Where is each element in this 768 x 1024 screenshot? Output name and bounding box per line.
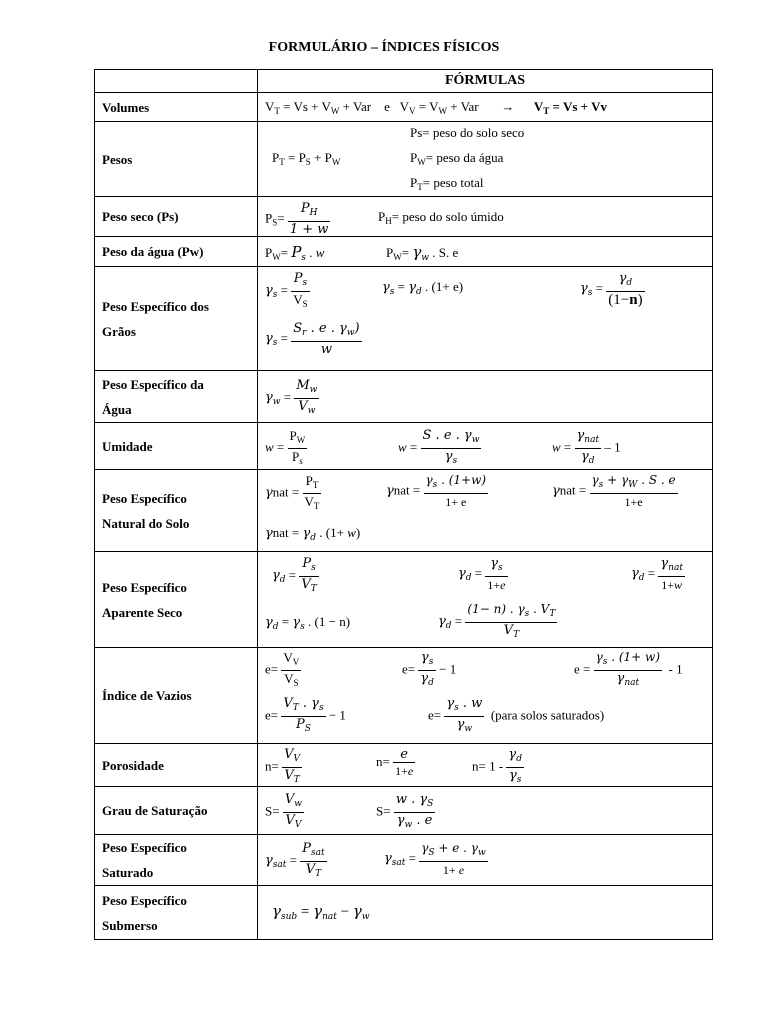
label-pe-natural-line1: Peso Específico bbox=[102, 490, 187, 506]
note-ph-umido: = peso do solo úmido bbox=[391, 209, 504, 224]
label-grau-saturacao: Grau de Saturação bbox=[95, 787, 258, 835]
label-pe-submerso-line2: Submerso bbox=[102, 917, 158, 933]
label-peso-agua: Peso da água (Pw) bbox=[95, 237, 258, 267]
table-header-row bbox=[95, 70, 713, 93]
row-pe-agua bbox=[95, 371, 713, 423]
row-pesos bbox=[95, 122, 713, 197]
formula-grau-saturacao: S= $\frac{V_w}{V_V}$ S= $\frac{w . \gamma_S}{\gamma_w . e}$ bbox=[258, 787, 713, 835]
row-porosidade bbox=[95, 744, 713, 787]
note-ps-seco: = peso do solo seco bbox=[422, 125, 525, 140]
formula-umidade: w = $\frac{P_W}{P_s}$ w = $\frac{S . e . \gamma_w}{\gamma_s}$ w = $\frac{\gamma_{nat}}{\gamma_d}$ – 1 bbox=[258, 423, 713, 470]
label-peso-seco: Peso seco (Ps) bbox=[95, 197, 258, 237]
row-pe-seco bbox=[95, 552, 713, 648]
label-pe-seco bbox=[95, 552, 258, 648]
header-empty-cell bbox=[95, 70, 258, 93]
row-umidade bbox=[95, 423, 713, 470]
formula-peso-agua: $P_W= P_s$ . w $P_W= \gamma_w$ . S. e bbox=[258, 237, 713, 267]
page-title: FORMULÁRIO – ÍNDICES FÍSICOS bbox=[268, 40, 500, 55]
formulas-header: FÓRMULAS bbox=[258, 70, 713, 93]
label-pe-saturado-line1: Peso Específico bbox=[102, 840, 187, 855]
row-peso-seco bbox=[95, 197, 713, 237]
label-pe-natural-line2: Natural do Solo bbox=[102, 515, 190, 531]
formula-pe-saturado: $\gamma_{sat}$ = $\frac{P_{sat}}{V_T}$ $\gamma_{sat}$ = $\frac{\gamma_S + e . \gamma_w}{1+ e}$ bbox=[258, 835, 713, 886]
formula-pesos: $P_T = P_S + P_W$ Ps= peso do solo seco $P_W=$ peso da água $P_T=$ peso total bbox=[258, 122, 713, 197]
label-pe-agua bbox=[95, 371, 258, 423]
label-pe-submerso-line1: Peso Específico bbox=[102, 892, 187, 908]
note-pt-total: = peso total bbox=[422, 175, 484, 190]
label-indice-vazios: Índice de Vazios bbox=[95, 648, 258, 744]
note-saturados: (para solos saturados) bbox=[490, 707, 605, 723]
label-pe-seco-line1: Peso Específico bbox=[102, 579, 187, 595]
label-pesos: Pesos bbox=[95, 122, 258, 197]
label-volumes: Volumes bbox=[95, 93, 258, 122]
row-pe-submerso bbox=[95, 886, 713, 940]
formula-table bbox=[94, 69, 713, 940]
label-pe-agua-line1: Peso Específico da bbox=[102, 376, 204, 392]
formula-volumes: $V_T = Vs + V_W$ + Var e $V_V = V_W$ + Var → $V_T = Vs + Vv$ bbox=[258, 93, 713, 122]
formula-pe-agua: $\gamma_w$ = $\frac{M_w}{V_w}$ bbox=[258, 371, 713, 423]
label-pe-natural bbox=[95, 470, 258, 552]
row-peso-agua bbox=[95, 237, 713, 267]
label-pe-submerso bbox=[95, 886, 258, 940]
row-volumes bbox=[95, 93, 713, 122]
formula-peso-seco: $P_S=$ $\frac{P_H}{1 + w}$ $P_H=$ peso do solo úmido bbox=[258, 197, 713, 237]
row-pe-natural bbox=[95, 470, 713, 552]
label-pe-saturado-line2: Saturado bbox=[102, 865, 154, 880]
row-pe-saturado bbox=[95, 835, 713, 886]
label-pe-graos-line1: Peso Específico dos bbox=[102, 298, 209, 314]
label-pe-graos-line2: Grãos bbox=[102, 323, 136, 339]
row-grau-saturacao bbox=[95, 787, 713, 835]
note-pw-agua: = peso da água bbox=[425, 150, 504, 165]
row-indice-vazios bbox=[95, 648, 713, 744]
formula-pe-natural: γnat = $\frac{P_T}{V_T}$ γnat = $\frac{\gamma_s . (1+w)}{1+ e}$ γnat = $\frac{\gamma_s + \gamma_W . S . e}{1+e}$ $\gamma nat = \gamma_d$ . (1+ w) bbox=[258, 470, 713, 552]
formula-pe-graos: $\gamma_s$ = $\frac{P_s}{V_S}$ $\gamma_s = \gamma_d$ . (1+ e) $\gamma_s$ = $\frac{\gamma_d}{(1-n)}$ $\gamma_s$ = $\frac{S_r . e . \gamma_w)}{w}$ bbox=[258, 267, 713, 371]
label-pe-agua-line2: Água bbox=[102, 401, 132, 417]
row-pe-graos bbox=[95, 267, 713, 371]
label-porosidade: Porosidade bbox=[95, 744, 258, 787]
label-pe-seco-line2: Aparente Seco bbox=[102, 604, 183, 620]
label-pe-saturado bbox=[95, 835, 258, 886]
label-umidade: Umidade bbox=[95, 423, 258, 470]
formula-porosidade: n= $\frac{V_V}{V_T}$ n= $\frac{e}{1+e}$ n= 1 - $\frac{\gamma_d}{\gamma_s}$ bbox=[258, 744, 713, 787]
formula-pe-submerso: $\gamma_{sub} = \gamma_{nat} - \gamma_w$ bbox=[258, 886, 713, 940]
label-pe-graos bbox=[95, 267, 258, 371]
formula-indice-vazios: e= $\frac{V_V}{V_S}$ e= $\frac{\gamma_s}{\gamma_d}$ − 1 e = $\frac{\gamma_s . (1+ w)}{\gamma_{nat}}$ - 1 e= $\frac{V_T . \gamma_s}{P_S}$ − 1 e= $\frac{\gamma_s . w}{\gamma_w}$ (para solos saturados) bbox=[258, 648, 713, 744]
formula-pe-seco: $\gamma_d$ = $\frac{P_s}{V_T}$ $\gamma_d$ = $\frac{\gamma_s}{1+e}$ $\gamma_d$ = $\frac{\gamma_{nat}}{1+w}$ $\gamma_d = \gamma_s$ . (1 − n) $\gamma_d$ = $\frac{(1- n) . \gamma_s . V_T}{V_T}$ bbox=[258, 552, 713, 648]
